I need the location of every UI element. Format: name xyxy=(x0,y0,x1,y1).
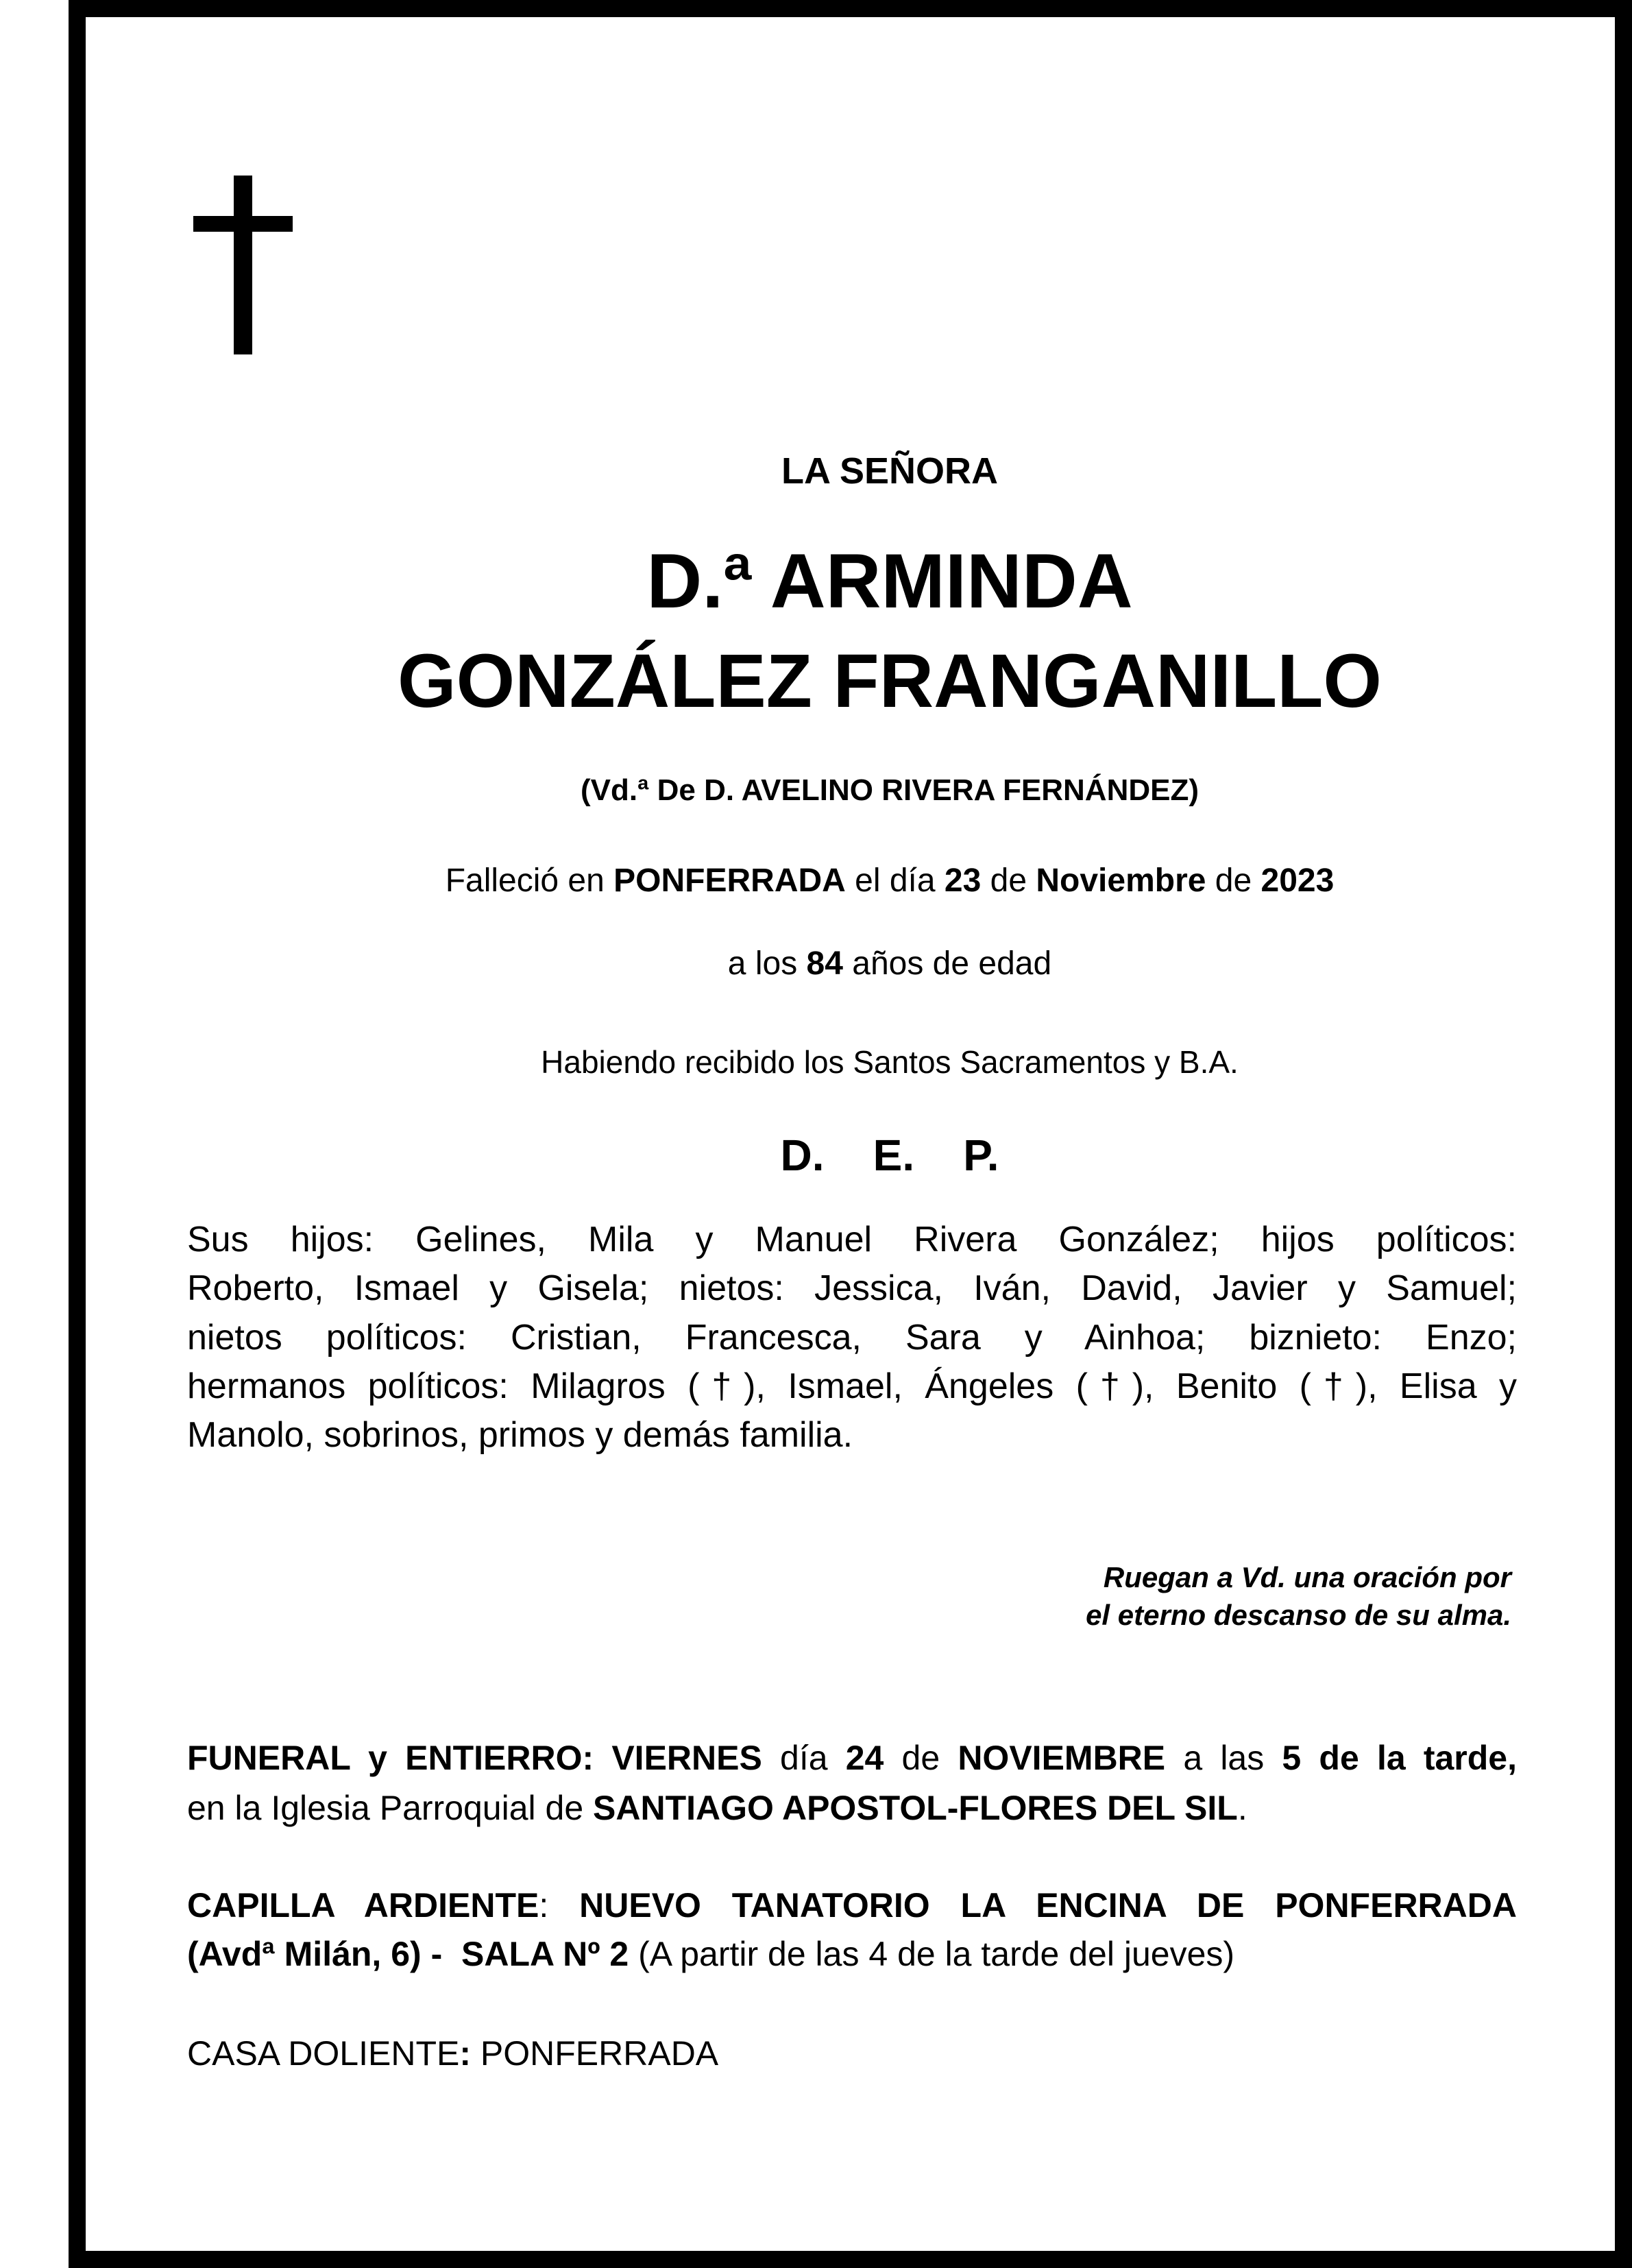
age-text: años de edad xyxy=(842,945,1052,982)
deceased-name-line2: GONZÁLEZ FRANGANILLO xyxy=(398,639,1382,723)
chapel-label: CAPILLA ARDIENTE xyxy=(187,1886,539,1925)
funeral-text: de xyxy=(884,1739,958,1777)
prayer-line: el eterno descanso de su alma. xyxy=(1086,1599,1511,1631)
death-text: Falleció en xyxy=(445,862,614,899)
family-paragraph xyxy=(187,1216,1517,1460)
death-text: de xyxy=(981,862,1036,899)
chapel-colon: : xyxy=(539,1886,580,1925)
family-line: Sus hijos: Gelines, Mila y Manuel Rivera González; hijos políticos: xyxy=(187,1220,1517,1259)
sacraments-statement: Habiendo recibido los Santos Sacramentos y B.A. xyxy=(541,1044,1239,1080)
dep-initials: D. E. P. xyxy=(780,1131,999,1180)
deceased-name-line1: D.ª ARMINDA xyxy=(646,538,1133,624)
funeral-church: SANTIAGO APOSTOL-FLORES DEL SIL xyxy=(593,1789,1238,1827)
death-month: Noviembre xyxy=(1036,862,1206,899)
home-label: CASA DOLIENTE xyxy=(187,2034,460,2073)
death-statement xyxy=(187,862,1592,899)
funeral-text: . xyxy=(1237,1789,1247,1827)
family-line: Roberto, Ismael y Gisela; nietos: Jessica, Iván, David, Javier y Samuel; xyxy=(187,1268,1517,1309)
family-line: Manolo, sobrinos, primos y demás familia. xyxy=(187,1415,853,1456)
age-years: 84 xyxy=(806,945,843,982)
cross-vertical-bar xyxy=(234,176,252,354)
widow-of: (Vd.ª De D. AVELINO RIVERA FERNÁNDEZ) xyxy=(580,773,1199,807)
funeral-month: NOVIEMBRE xyxy=(958,1739,1166,1777)
funeral-line xyxy=(187,1783,1517,1833)
funeral-time: 5 de la tarde, xyxy=(1282,1739,1517,1777)
death-place: PONFERRADA xyxy=(613,862,846,899)
death-year: 2023 xyxy=(1260,862,1335,899)
funeral-text: día xyxy=(762,1739,846,1777)
death-day: 23 xyxy=(944,862,982,899)
family-line: hermanos políticos: Milagros (†), Ismael, Ángeles (†), Benito (†), Elisa y xyxy=(187,1366,1517,1406)
age-statement xyxy=(187,945,1592,982)
title-prefix: LA SEÑORA xyxy=(781,450,998,492)
chapel-info xyxy=(187,1881,1517,1979)
prayer-request xyxy=(1086,1558,1511,1634)
chapel-place: NUEVO TANATORIO LA ENCINA DE PONFERRADA xyxy=(579,1886,1517,1925)
chapel-line xyxy=(187,1881,1517,1930)
chapel-address-room: (Avdª Milán, 6) - SALA Nº 2 xyxy=(187,1935,629,1973)
funeral-info xyxy=(187,1733,1517,1833)
funeral-text: a las xyxy=(1165,1739,1282,1777)
home-place: PONFERRADA xyxy=(471,2034,719,2073)
chapel-hours: (A partir de las 4 de la tarde del jueves) xyxy=(629,1935,1235,1973)
funeral-day: 24 xyxy=(845,1739,884,1777)
cross-horizontal-bar xyxy=(193,216,293,232)
home-info xyxy=(187,2036,718,2071)
chapel-line xyxy=(187,1930,1517,1979)
funeral-text: en la Iglesia Parroquial de xyxy=(187,1789,594,1827)
family-line: nietos políticos: Cristian, Francesca, Sara y Ainhoa; biznieto: Enzo; xyxy=(187,1317,1517,1358)
funeral-label: FUNERAL y ENTIERRO: VIERNES xyxy=(187,1739,762,1777)
age-text: a los xyxy=(727,945,807,982)
home-colon: : xyxy=(459,2034,471,2073)
prayer-line: Ruegan a Vd. una oración por xyxy=(1103,1561,1511,1593)
death-text: de xyxy=(1206,862,1261,899)
death-text: el día xyxy=(845,862,945,899)
funeral-line xyxy=(187,1733,1517,1783)
